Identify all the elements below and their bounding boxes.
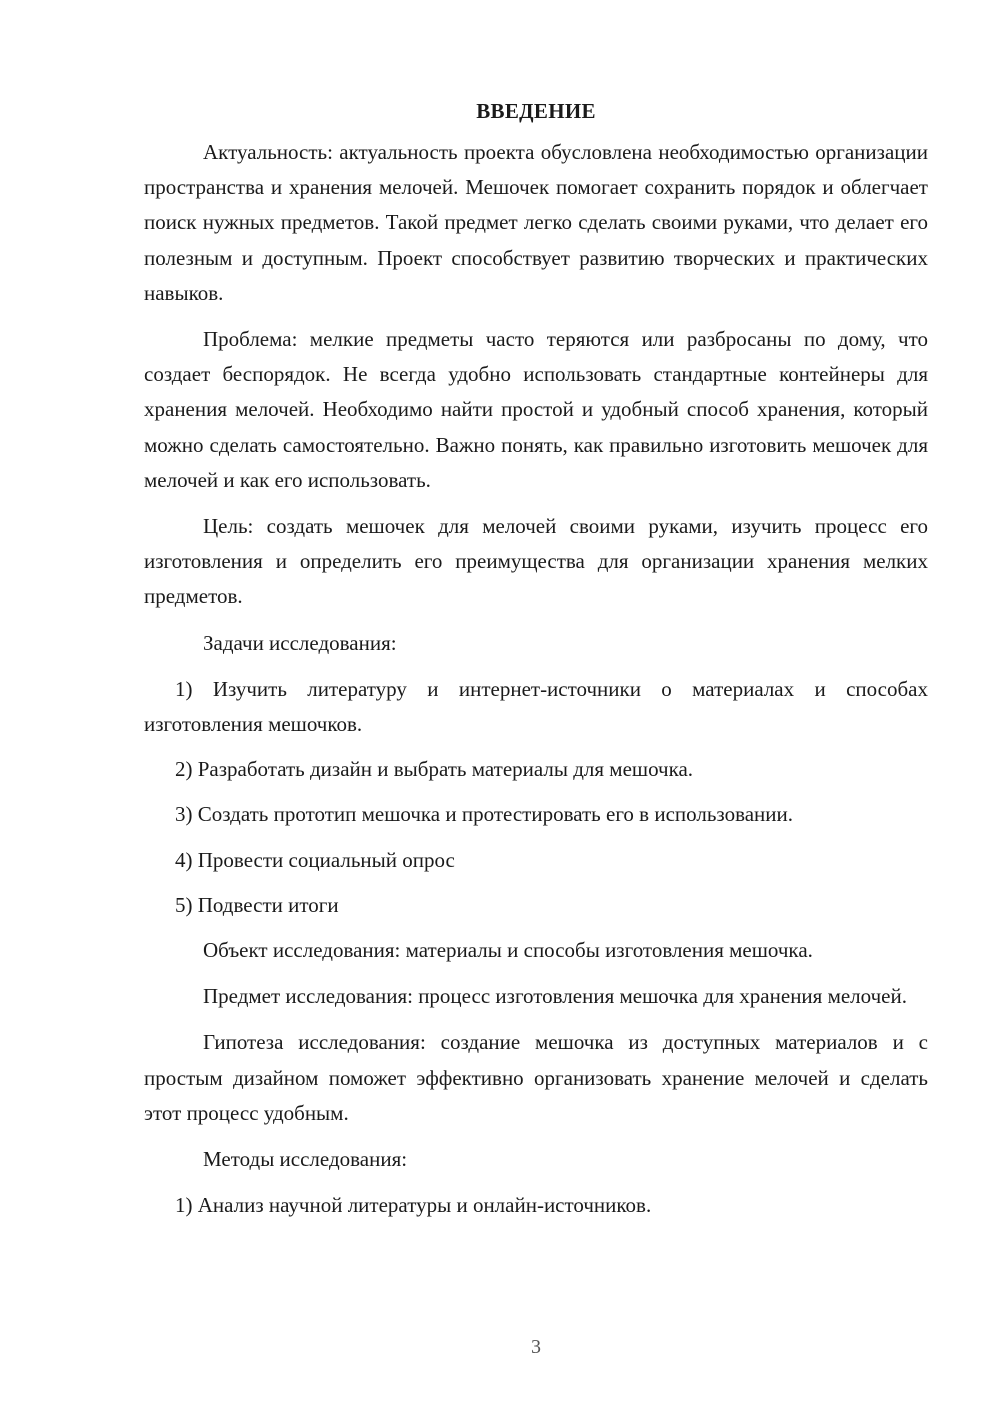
task-item: 5) Подвести итоги	[175, 892, 339, 917]
method-item: 1) Анализ научной литературы и онлайн-источников.	[175, 1193, 652, 1218]
task-item: 2) Разработать дизайн и выбрать материалы для мешочка.	[175, 757, 694, 782]
problem-paragraph: Проблема: мелкие предметы часто теряются или разбросаны по дому, что создает беспорядок. Не всегда удобно использовать стандартные контейнеры для хранения мелочей. Необходимо найти простой и удобный способ хранения, который можно сделать самостоятельно. Важно понять, как правильно изготовить мешочек для мелочей и как его использовать.	[144, 327, 928, 492]
relevance-paragraph: Актуальность: актуальность проекта обусловлена необходимостью организации пространства и хранения мелочей. Мешочек помогает сохранить порядок и облегчает поиск нужных предметов. Такой предмет легко сделать своими руками, что делает его полезным и доступным. Проект способствует развитию творческих и практических навыков.	[144, 140, 928, 305]
subject-paragraph: Предмет исследования: процесс изготовления мешочка для хранения мелочей.	[203, 984, 907, 1009]
tasks-heading: Задачи исследования:	[203, 630, 397, 655]
hypothesis-paragraph: Гипотеза исследования: создание мешочка из доступных материалов и с простым дизайном поможет эффективно организовать хранение мелочей и сделать этот процесс удобным.	[144, 1030, 928, 1125]
task-item: 3) Создать прототип мешочка и протестировать его в использовании.	[175, 802, 794, 827]
document-page	[144, 96, 928, 1233]
methods-heading: Методы исследования:	[203, 1147, 408, 1172]
task-item: 4) Провести социальный опрос	[175, 847, 455, 872]
object-paragraph: Объект исследования: материалы и способы изготовления мешочка.	[203, 938, 813, 963]
section-title: ВВЕДЕНИЕ	[476, 99, 596, 123]
goal-paragraph: Цель: создать мешочек для мелочей своими руками, изучить процесс его изготовления и определить его преимущества для организации хранения мелких предметов.	[144, 514, 928, 609]
page-number: 3	[531, 1336, 541, 1358]
task-item: 1) Изучить литературу и интернет-источники о материалах и способах изготовления мешочков.	[144, 676, 928, 737]
